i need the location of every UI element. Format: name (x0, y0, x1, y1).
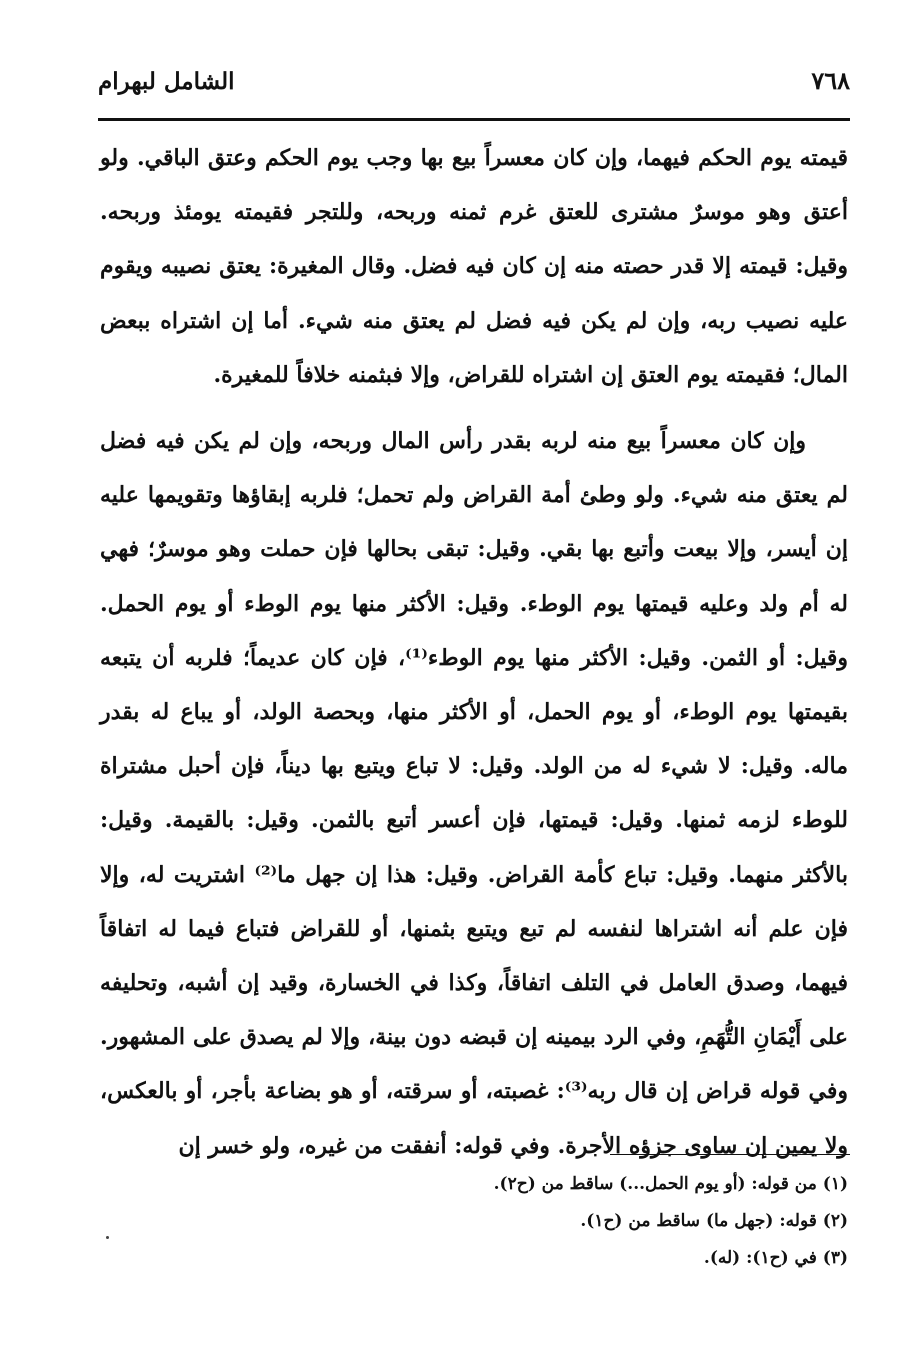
paragraph-2: وإن كان معسراً بيع منه لربه بقدر رأس المال وربحه، وإن لم يكن فيه فضل لم يعتق منه شيء. ولو وطئ أمة القراض ولم تحمل؛ فلربه إبقاؤها وتقويمها عليه إن أيسر، وإلا بيعت وأتبع بها بقي. وقيل: تبقى بحالها فإن حملت وهو موسرٌ؛ فهي له أم ولد وعليه قيمتها يوم الوطء. وقيل: الأكثر منها يوم الوطء أو يوم الحمل. وقيل: أو الثمن. وقيل: الأكثر منها يوم الوطء⁽¹⁾، فإن كان عديماً؛ فلربه أن يتبعه بقيمتها يوم الوطء، أو يوم الحمل، أو الأكثر منها، وبحصة الولد، أو يباع له بقدر ماله. وقيل: لا شيء له من الولد. وقيل: لا تباع ويتبع بها ديناً، فإن أحبل مشتراة للوطء لزمه ثمنها. وقيل: قيمتها، فإن أعسر أتبع بالثمن. وقيل: بالقيمة. وقيل: بالأكثر منهما. وقيل: تباع كأمة القراض. وقيل: هذا إن جهل ما⁽²⁾ اشتريت له، وإلا فإن علم أنه اشتراها لنفسه لم تبع ويتبع بثمنها، أو للقراض فتباع فيما له اتفاقاً فيهما، وصدق العامل في التلف اتفاقاً، وكذا في الخسارة، وقيد إن أشبه، وتحليفه على أَيْمَانِ التُّهَمِ، وفي الرد بيمينه إن قبضه دون بينة، وإلا لم يصدق على المشهور. وفي قوله قراض إن قال ربه⁽³⁾: غصبته، أو سرقته، أو هو بضاعة بأجر، أو بالعكس، ولا يمين إن ساوى جزؤه الأجرة. وفي قوله: أنفقت من غيره، ولو خسر إن (100, 428, 849, 1159)
page-header (98, 66, 850, 106)
footnote-1: (١) من قوله: (أو يوم الحمل...) ساقط من (ح٢). (493, 1174, 848, 1194)
paragraph-1: قيمته يوم الحكم فيهما، وإن كان معسراً بيع بها وجب يوم الحكم وعتق الباقي. ولو أعتق وهو موسرٌ مشترى للعتق غرم ثمنه وربحه، وللتجر فقيمته يومئذ وربحه. وقيل: قيمته إلا قدر حصته منه إن كان فيه فضل. وقال المغيرة: يعتق نصيبه ويقوم عليه نصيب ربه، وإن لم يكن فيه فضل لم يعتق منه شيء. أما إن اشتراه ببعض المال؛ فقيمته يوم العتق إن اشتراه للقراض، وإلا فبثمنه خلافاً للمغيرة. (100, 145, 848, 388)
footnote-3: (٣) في (ح١): (له). (703, 1248, 848, 1268)
page-number: ٧٦٨ (811, 66, 850, 95)
footnotes (100, 1166, 848, 1277)
footnote-2: (٢) قوله: (جهل ما) ساقط من (ح١). (580, 1211, 848, 1231)
footnote-divider (610, 1154, 850, 1155)
running-title: الشامل لبهرام (98, 68, 235, 95)
scan-speck (106, 1236, 109, 1239)
header-divider (98, 118, 850, 121)
main-text (100, 131, 848, 1173)
